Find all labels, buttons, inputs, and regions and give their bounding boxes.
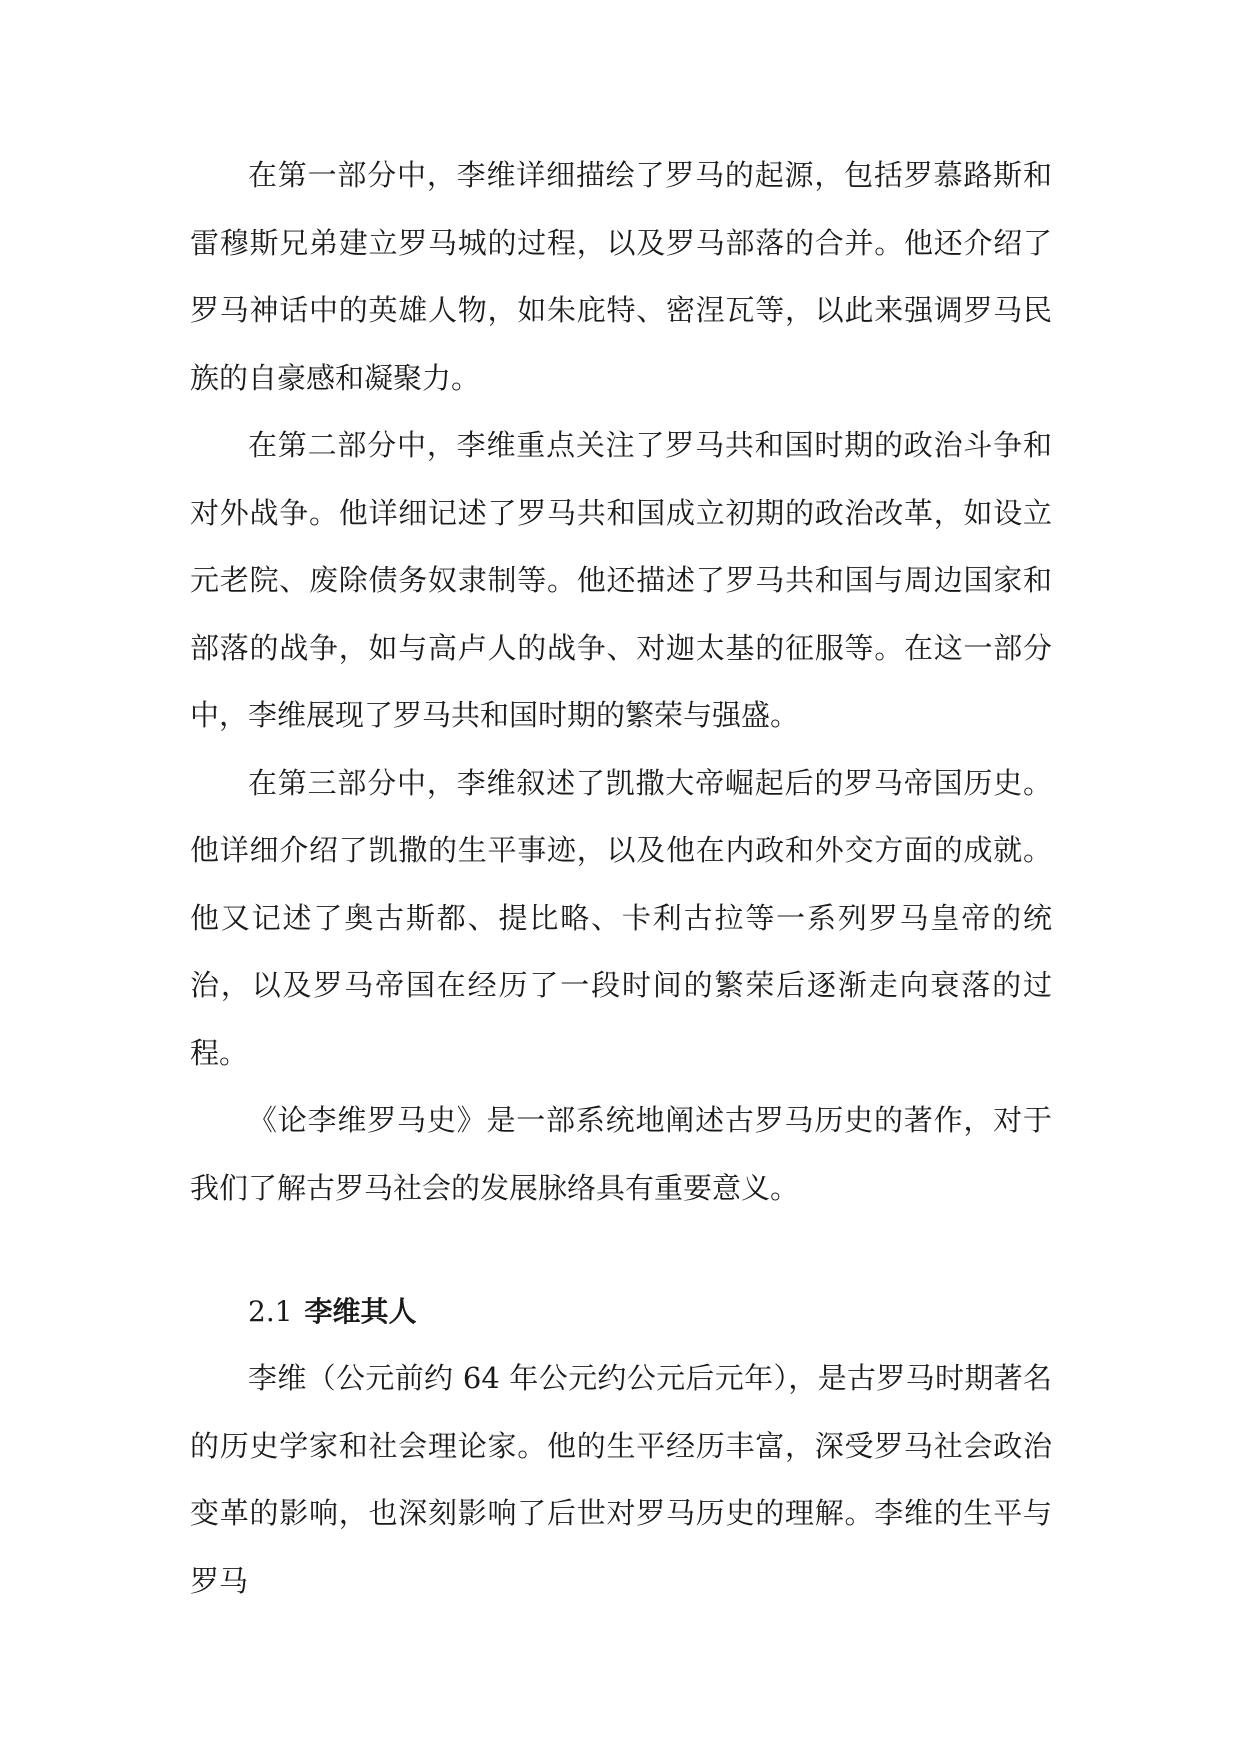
document-page: [190, 142, 1052, 1615]
section-paragraph: 李维（公元前约 64 年公元约公元后元年），是古罗马时期著名的历史学家和社会理论家。他的生平经历丰富，深受罗马社会政治变革的影响，也深刻影响了后世对罗马历史的理解。李维的生平与罗马: [190, 1361, 1052, 1598]
section-heading: [190, 1278, 1052, 1345]
body-paragraph: 在第二部分中，李维重点关注了罗马共和国时期的政治斗争和对外战争。他详细记述了罗马共和国成立初期的政治改革，如设立元老院、废除债务奴隶制等。他还描述了罗马共和国与周边国家和部落的战争，如与高卢人的战争、对迦太基的征服等。在这一部分中，李维展现了罗马共和国时期的繁荣与强盛。: [190, 428, 1052, 732]
body-paragraph: 《论李维罗马史》是一部系统地阐述古罗马历史的著作，对于我们了解古罗马社会的发展脉络具有重要意义。: [190, 1103, 1052, 1205]
body-paragraph: 在第三部分中，李维叙述了凯撒大帝崛起后的罗马帝国历史。他详细介绍了凯撒的生平事迹，以及他在内政和外交方面的成就。他又记述了奥古斯都、提比略、卡利古拉等一系列罗马皇帝的统治，以及罗马帝国在经历了一段时间的繁荣后逐渐走向衰落的过程。: [190, 765, 1052, 1070]
section-title: 李维其人: [304, 1295, 417, 1328]
body-paragraph: 在第一部分中，李维详细描绘了罗马的起源，包括罗慕路斯和雷穆斯兄弟建立罗马城的过程，以及罗马部落的合并。他还介绍了罗马神话中的英雄人物，如朱庇特、密涅瓦等，以此来强调罗马民族的自豪感和凝聚力。: [190, 158, 1052, 395]
section-number: 2.1: [248, 1295, 293, 1328]
